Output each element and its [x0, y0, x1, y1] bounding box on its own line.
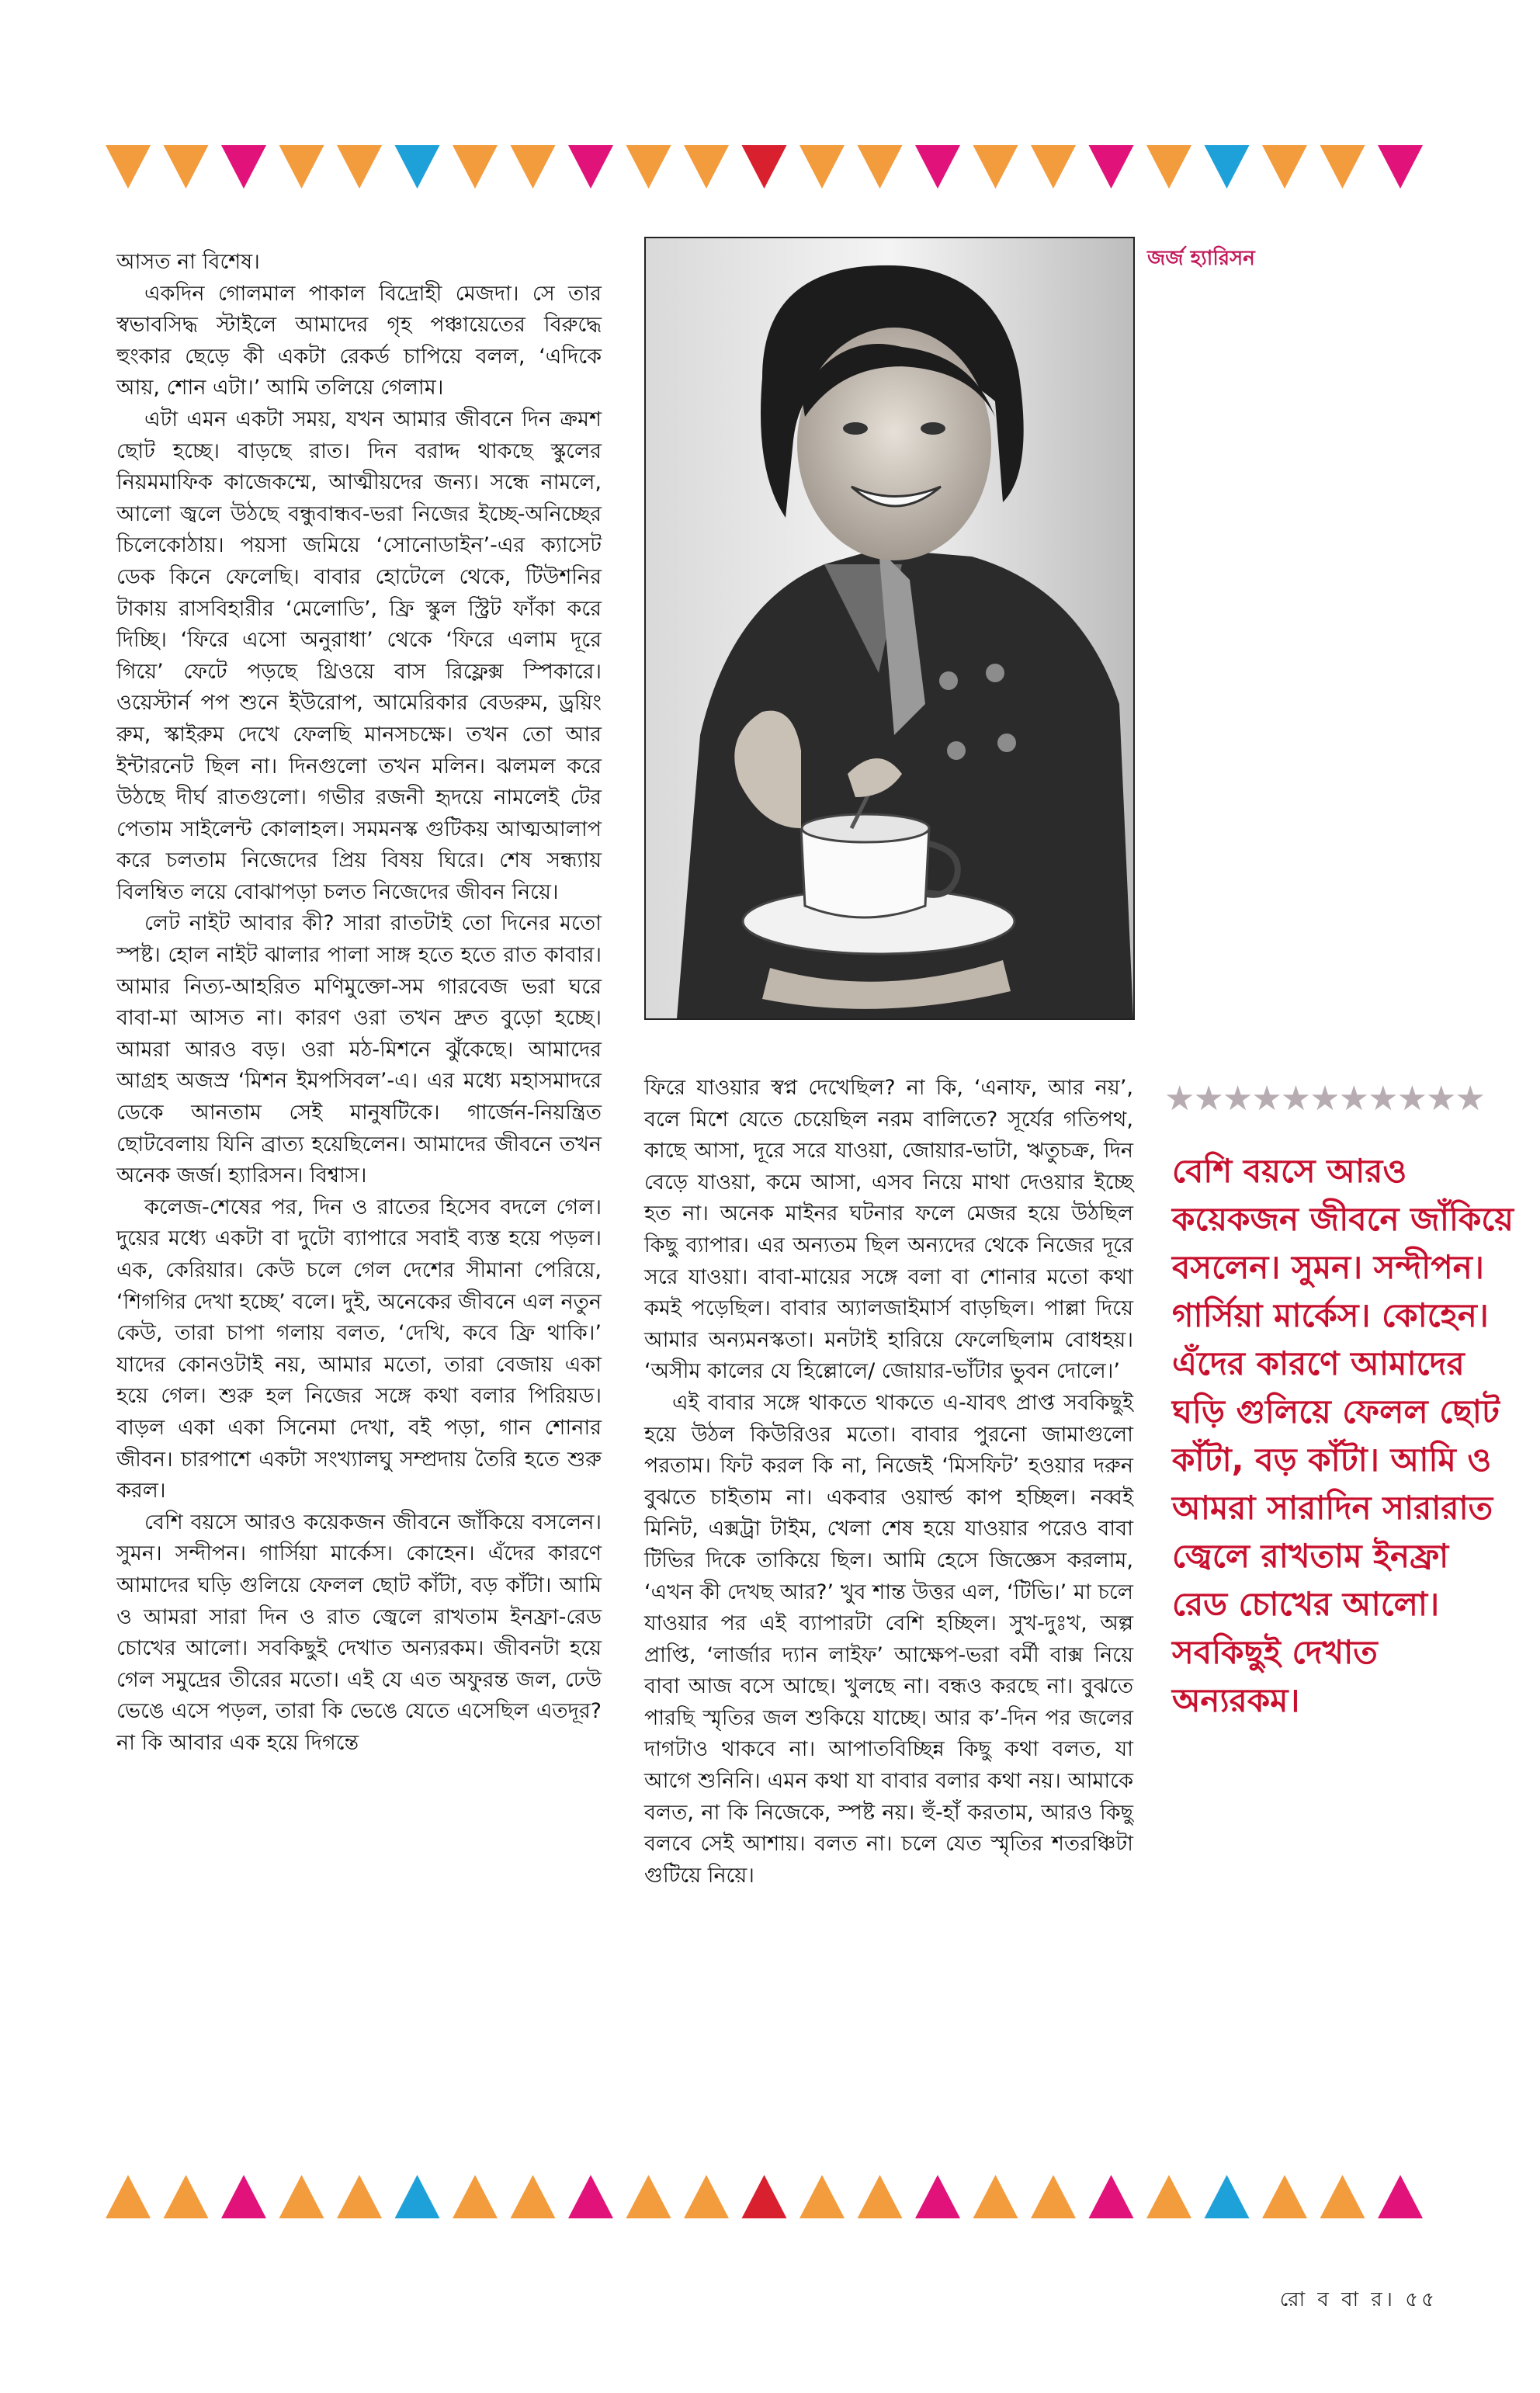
paragraph: কলেজ-শেষের পর, দিন ও রাতের হিসেব বদলে গেল। দুয়ের মধ্যে একটা বা দুটো ব্যাপারে সবাই ব্যস্ত হয়ে পড়ল। এক, কেরিয়ার। কেউ চলে গেল দেশের সীমানা পেরিয়ে, ‘শিগগির দেখা হচ্ছে’ বলে। দুই, অনেকের জীবনে এল নতুন কেউ, তারা চাপা গলায় বলত, ‘দেখি, কবে ফ্রি থাকি।’ যাদের কোনওটাই নয়, আমার মতো, তারা বেজায় একা হয়ে গেল। শুরু হল নিজের সঙ্গে কথা বলার পিরিয়ড। বাড়ল একা একা সিনেমা দেখা, বই পড়া, গান শোনার জীবন। চারপাশে একটা সংখ্যালঘু সম্প্রদায় তৈরি হতে শুরু করল। [116, 1195, 602, 1503]
paragraph: আসত না বিশেষ। [116, 250, 260, 274]
decorative-triangle [684, 145, 729, 189]
paragraph: বেশি বয়সে আরও কয়েকজন জীবনে জাঁকিয়ে বসলেন। সুমন। সন্দীপন। গার্সিয়া মার্কেস। কোহেন। এঁদের কারণে আমাদের ঘড়ি গুলিয়ে ফেলল ছোট কাঁটা, বড় কাঁটা। আমি ও আমরা সারা দিন ও রাত জ্বেলে রাখতাম ইনফ্রা-রেড চোখের আলো। সবকিছুই দেখাত অন্যরকম। জীবনটা হয়ে গেল সমুদ্রের তীরের মতো। এই যে এত অফুরন্ত জল, ঢেউ ভেঙে এসে পড়ল, তারা কি ভেঙে যেতে এসেছিল এতদূর? না কি আবার এক হয়ে দিগন্তে [116, 1510, 602, 1755]
decorative-triangle [915, 2175, 960, 2218]
decorative-triangle [1262, 2175, 1307, 2218]
decorative-triangle [1031, 145, 1076, 189]
decorative-triangle [1320, 2175, 1365, 2218]
paragraph: লেট নাইট আবার কী? সারা রাতটাই তো দিনের মতো স্পষ্ট। হোল নাইট ঝালার পালা সাঙ্গ হতে হতে রাত কাবার। আমার নিত্য-আহরিত মণিমুক্তো-সম গারবেজ ভরা ঘরে বাবা-মা আসত না। কারণ ওরা তখন দ্রুত বুড়ো হচ্ছে। আমরা আরও বড়। ওরা মঠ-মিশনে ঝুঁকেছে। আমাদের আগ্রহ অজস্র ‘মিশন ইমপসিবল’-এ। এর মধ্যে মহাসমাদরে ডেকে আনতাম সেই মানুষটিকে। গার্জেন-নিয়ন্ত্রিত ছোটবেলায় যিনি ব্রাত্য হয়েছিলেন। আমাদের জীবনে তখন অনেক জর্জ। হ্যারিসন। বিশ্বাস। [116, 911, 602, 1188]
pull-quote: বেশি বয়সে আরও কয়েকজন জীবনে জাঁকিয়ে বসলেন। সুমন। সন্দীপন। গার্সিয়া মার্কেস। কোহেন। এঁদের কারণে আমাদের ঘড়ি গুলিয়ে ফেলল ছোট কাঁটা, বড় কাঁটা। আমি ও আমরা সারাদিন সারারাত জ্বেলে রাখতাম ইনফ্রা রেড চোখের আলো। সবকিছুই দেখাত অন্যরকম। [1172, 1152, 1514, 1719]
middle-text-column [644, 1073, 1133, 1892]
decorative-triangle [279, 2175, 324, 2218]
decorative-triangle [742, 2175, 787, 2218]
decorative-triangle [395, 145, 440, 189]
decorative-triangle [511, 2175, 556, 2218]
decorative-triangle [337, 145, 382, 189]
decorative-triangle [337, 2175, 382, 2218]
decorative-triangle [684, 2175, 729, 2218]
decorative-triangle [1205, 145, 1250, 189]
george-harrison-photo [644, 237, 1135, 1020]
decorative-triangle [1146, 145, 1191, 189]
decorative-triangle [1205, 2175, 1250, 2218]
paragraph: একদিন গোলমাল পাকাল বিদ্রোহী মেজদা। সে তার স্বভাবসিদ্ধ স্টাইলে আমাদের গৃহ পঞ্চায়েতের বিরুদ্ধে হুংকার ছেড়ে কী একটা রেকর্ড চাপিয়ে বলল, ‘এদিকে আয়, শোন এটা।’ আমি তলিয়ে গেলাম। [116, 281, 602, 401]
decorative-triangle [858, 145, 903, 189]
decorative-triangle [1378, 145, 1423, 189]
decorative-triangle [742, 145, 787, 189]
decorative-triangle [164, 145, 209, 189]
bottom-triangle-border [101, 2173, 1436, 2220]
decorative-triangle [395, 2175, 440, 2218]
decorative-triangle [106, 2175, 151, 2218]
decorative-triangle [164, 2175, 209, 2218]
decorative-triangle [626, 145, 671, 189]
decorative-triangle [1378, 2175, 1423, 2218]
decorative-triangle [799, 145, 845, 189]
decorative-triangle [1089, 145, 1134, 189]
decorative-triangle [453, 2175, 498, 2218]
paragraph: এই বাবার সঙ্গে থাকতে থাকতে এ-যাবৎ প্রাপ্ত সবকিছুই হয়ে উঠল কিউরিওর মতো। বাবার পুরনো জামাগুলো পরতাম। ফিট করল কি না, নিজেই ‘মিসফিট’ হওয়ার দরুন বুঝতে চাইতাম না। একবার ওয়ার্ল্ড কাপ হচ্ছিল। নব্বই মিনিট, এক্সট্রা টাইম, খেলা শেষ হয়ে যাওয়ার পরেও বাবা টিভির দিকে তাকিয়ে ছিল। আমি হেসে জিজ্ঞেস করলাম, ‘এখন কী দেখছ আর?’ খুব শান্ত উত্তর এল, ‘টিভি।’ মা চলে যাওয়ার পর এই ব্যাপারটা বেশি হচ্ছিল। সুখ-দুঃখ, অল্প প্রাপ্তি, ‘লার্জার দ্যান লাইফ’ আক্ষেপ-ভরা বর্মী বাক্স নিয়ে বাবা আজ বসে আছে। খুলছে না। বন্ধও করছে না। বুঝতে পারছি স্মৃতির জল শুকিয়ে যাচ্ছে। আর ক’-দিন পর জলের দাগটাও থাকবে না। আপাতবিচ্ছিন্ন কিছু কথা বলত, যা আগে শুনিনি। এমন কথা যা বাবার বলার কথা নয়। আমাকে বলত, না কি নিজেকে, স্পষ্ট নয়। হুঁ-হাঁ করতাম, আরও কিছু বলবে সেই আশায়। বলত না। চলে যেত স্মৃতির শতরঞ্চিটা গুটিয়ে নিয়ে। [644, 1390, 1133, 1888]
photo-illustration [646, 238, 1133, 1018]
photo-caption: জর্জ হ্যারিসন [1147, 247, 1255, 270]
decorative-triangle [1320, 145, 1365, 189]
decorative-triangle [1262, 145, 1307, 189]
decorative-triangle [568, 145, 613, 189]
star-divider: ★★★★★★★★★★★ [1164, 1079, 1484, 1118]
paragraph: ফিরে যাওয়ার স্বপ্ন দেখেছিল? না কি, ‘এনাফ, আর নয়’, বলে মিশে যেতে চেয়েছিল নরম বালিতে? সূর্যের গতিপথ, কাছে আসা, দূরে সরে যাওয়া, জোয়ার-ভাটা, ঋতুচক্র, দিন বেড়ে যাওয়া, কমে আসা, এসব নিয়ে মাথা দেওয়ার ইচ্ছে হত না। অনেক মাইনর ঘটনার ফলে মেজর হয়ে উঠছিল কিছু ব্যাপার। এর অন্যতম ছিল অন্যদের থেকে নিজের দূরে সরে যাওয়া। বাবা-মায়ের সঙ্গে বলা বা শোনার মতো কথা কমই পড়েছিল। বাবার অ্যালজাইমার্স বাড়ছিল। পাল্লা দিয়ে আমার অন্যমনস্কতা। মনটাই হারিয়ে ফেলেছিলাম বোধহয়। ‘অসীম কালের যে হিল্লোলে/ জোয়ার-ভাঁটার ভুবন দোলে।’ [644, 1076, 1133, 1384]
decorative-triangle [799, 2175, 845, 2218]
decorative-triangle [568, 2175, 613, 2218]
top-triangle-graphic [101, 144, 1436, 190]
bottom-triangle-graphic [101, 2173, 1436, 2220]
decorative-triangle [1146, 2175, 1191, 2218]
decorative-triangle [106, 145, 151, 189]
decorative-triangle [973, 145, 1018, 189]
decorative-triangle [279, 145, 324, 189]
decorative-triangle [626, 2175, 671, 2218]
decorative-triangle [221, 145, 266, 189]
decorative-triangle [511, 145, 556, 189]
decorative-triangle [1089, 2175, 1134, 2218]
left-text-column [116, 247, 602, 1760]
paragraph: এটা এমন একটা সময়, যখন আমার জীবনে দিন ক্রমশ ছোট হচ্ছে। বাড়ছে রাত। দিন বরাদ্দ থাকছে স্কুলের নিয়মমাফিক কাজেকম্মে, আত্মীয়দের জন্য। সন্ধে নামলে, আলো জ্বলে উঠছে বন্ধুবান্ধব-ভরা নিজের ইচ্ছে-অনিচ্ছের চিলেকোঠায়। পয়সা জমিয়ে ‘সোনোডাইন’-এর ক্যাসেট ডেক কিনে ফেলেছি। বাবার হোটেলে থেকে, টিউশনির টাকায় রাসবিহারীর ‘মেলোডি’, ফ্রি স্কুল স্ট্রিট ফাঁকা করে দিচ্ছি। ‘ফিরে এসো অনুরাধা’ থেকে ‘ফিরে এলাম দূরে গিয়ে’ ফেটে পড়ছে থ্রিওয়ে বাস রিফ্লেক্স স্পিকারে। ওয়েস্টার্ন পপ শুনে ইউরোপ, আমেরিকার বেডরুম, ড্রয়িং রুম, স্কাইরুম দেখে ফেলছি মানসচক্ষে। তখন তো আর ইন্টারনেট ছিল না। দিনগুলো তখন মলিন। ঝলমল করে উঠছে দীর্ঘ রাতগুলো। গভীর রজনী হৃদয়ে নামলেই টের পেতাম সাইলেন্ট কোলাহল। সমমনস্ক গুটিকয় আত্মআলাপ করে চলতাম নিজেদের প্রিয় বিষয় ঘিরে। শেষ সন্ধ্যায় বিলম্বিত লয়ে বোঝাপড়া চলত নিজেদের জীবন নিয়ে। [116, 407, 602, 904]
decorative-triangle [221, 2175, 266, 2218]
decorative-triangle [1031, 2175, 1076, 2218]
decorative-triangle [973, 2175, 1018, 2218]
decorative-triangle [915, 145, 960, 189]
decorative-triangle [858, 2175, 903, 2218]
top-triangle-border [101, 144, 1436, 190]
page-footer: রো ব বা র। ৫৫ [1279, 2288, 1438, 2311]
decorative-triangle [453, 145, 498, 189]
